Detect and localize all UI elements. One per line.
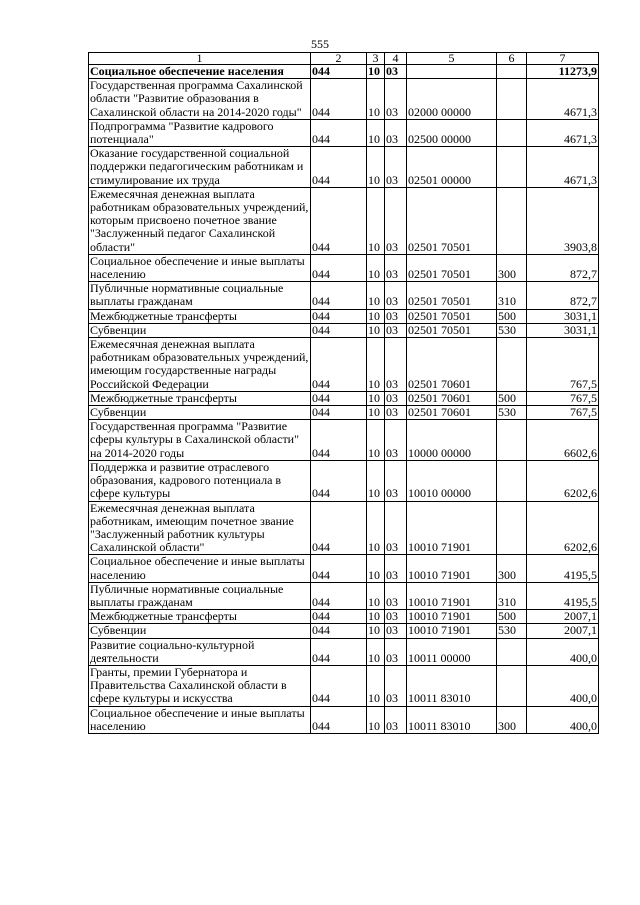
row-subsection-code: 03 <box>385 706 407 733</box>
row-amount: 6202,6 <box>527 501 599 555</box>
row-amount: 2007,1 <box>527 624 599 638</box>
row-ministry-code: 044 <box>311 420 367 461</box>
row-target-code: 10010 00000 <box>407 460 497 501</box>
row-amount: 4195,5 <box>527 582 599 609</box>
page-number: 555 <box>311 37 329 51</box>
row-amount: 6602,6 <box>527 420 599 461</box>
table-row <box>89 706 599 733</box>
row-subsection-code: 03 <box>385 420 407 461</box>
row-name: Субвенции <box>89 406 311 420</box>
row-ministry-code: 044 <box>311 254 367 281</box>
row-expense-type-code: 500 <box>497 610 527 624</box>
row-section-code: 10 <box>367 147 385 188</box>
row-amount: 11273,9 <box>527 65 599 79</box>
row-name: Ежемесячная денежная выплата работникам образовательных учреждений, которым присвоено почетное звание "Заслуженный педагог Сахалинской области" <box>89 187 311 254</box>
row-expense-type-code <box>497 187 527 254</box>
row-target-code: 10010 71901 <box>407 555 497 582</box>
row-expense-type-code: 300 <box>497 706 527 733</box>
row-subsection-code: 03 <box>385 187 407 254</box>
row-subsection-code: 03 <box>385 79 407 120</box>
table-row <box>89 323 599 337</box>
table-row <box>89 460 599 501</box>
row-subsection-code: 03 <box>385 338 407 392</box>
row-amount: 4671,3 <box>527 79 599 120</box>
column-header: 7 <box>527 53 599 65</box>
row-subsection-code: 03 <box>385 282 407 309</box>
row-subsection-code: 03 <box>385 665 407 706</box>
table-row <box>89 309 599 323</box>
row-section-code: 10 <box>367 582 385 609</box>
row-target-code: 02000 00000 <box>407 79 497 120</box>
row-ministry-code: 044 <box>311 460 367 501</box>
table-row <box>89 391 599 405</box>
table-row <box>89 406 599 420</box>
budget-table <box>88 52 599 734</box>
table-row <box>89 147 599 188</box>
row-section-code: 10 <box>367 706 385 733</box>
row-expense-type-code: 310 <box>497 582 527 609</box>
row-ministry-code: 044 <box>311 147 367 188</box>
table-row <box>89 119 599 146</box>
row-subsection-code: 03 <box>385 147 407 188</box>
column-header: 3 <box>367 53 385 65</box>
row-name: Межбюджетные трансферты <box>89 391 311 405</box>
row-subsection-code: 03 <box>385 624 407 638</box>
row-section-code: 10 <box>367 187 385 254</box>
row-subsection-code: 03 <box>385 323 407 337</box>
row-ministry-code: 044 <box>311 624 367 638</box>
row-subsection-code: 03 <box>385 555 407 582</box>
row-amount: 3903,8 <box>527 187 599 254</box>
row-target-code: 02501 70501 <box>407 254 497 281</box>
row-expense-type-code: 530 <box>497 406 527 420</box>
row-amount: 4195,5 <box>527 555 599 582</box>
row-subsection-code: 03 <box>385 65 407 79</box>
row-name: Поддержка и развитие отраслевого образования, кадрового потенциала в сфере культуры <box>89 460 311 501</box>
row-amount: 4671,3 <box>527 119 599 146</box>
row-subsection-code: 03 <box>385 119 407 146</box>
table-row <box>89 65 599 79</box>
row-target-code: 10011 83010 <box>407 665 497 706</box>
row-target-code: 02501 70601 <box>407 406 497 420</box>
row-section-code: 10 <box>367 254 385 281</box>
row-ministry-code: 044 <box>311 65 367 79</box>
row-target-code: 10011 83010 <box>407 706 497 733</box>
table-row <box>89 254 599 281</box>
row-name: Гранты, премии Губернатора и Правительства Сахалинской области в сфере культуры и искусства <box>89 665 311 706</box>
row-target-code: 02501 70601 <box>407 391 497 405</box>
row-target-code: 10011 00000 <box>407 638 497 665</box>
table-row <box>89 501 599 555</box>
row-target-code: 02501 70601 <box>407 338 497 392</box>
row-section-code: 10 <box>367 638 385 665</box>
row-ministry-code: 044 <box>311 582 367 609</box>
row-expense-type-code <box>497 65 527 79</box>
row-amount: 4671,3 <box>527 147 599 188</box>
row-section-code: 10 <box>367 420 385 461</box>
row-amount: 3031,1 <box>527 309 599 323</box>
row-amount: 872,7 <box>527 282 599 309</box>
row-target-code: 10010 71901 <box>407 610 497 624</box>
row-amount: 400,0 <box>527 665 599 706</box>
row-ministry-code: 044 <box>311 406 367 420</box>
row-section-code: 10 <box>367 624 385 638</box>
table-row <box>89 638 599 665</box>
row-ministry-code: 044 <box>311 119 367 146</box>
row-ministry-code: 044 <box>311 338 367 392</box>
row-name: Межбюджетные трансферты <box>89 309 311 323</box>
row-ministry-code: 044 <box>311 323 367 337</box>
row-ministry-code: 044 <box>311 706 367 733</box>
row-name: Подпрограмма "Развитие кадрового потенциала" <box>89 119 311 146</box>
row-expense-type-code: 500 <box>497 391 527 405</box>
column-header: 5 <box>407 53 497 65</box>
column-header: 6 <box>497 53 527 65</box>
column-header: 2 <box>311 53 367 65</box>
row-expense-type-code <box>497 501 527 555</box>
row-subsection-code: 03 <box>385 638 407 665</box>
row-amount: 2007,1 <box>527 610 599 624</box>
row-section-code: 10 <box>367 501 385 555</box>
row-name: Социальное обеспечение и иные выплаты населению <box>89 555 311 582</box>
row-name: Ежемесячная денежная выплата работникам, имеющим почетное звание "Заслуженный работник культуры Сахалинской области" <box>89 501 311 555</box>
row-section-code: 10 <box>367 610 385 624</box>
row-target-code <box>407 65 497 79</box>
table-row <box>89 282 599 309</box>
row-target-code: 02501 70501 <box>407 282 497 309</box>
row-subsection-code: 03 <box>385 582 407 609</box>
row-ministry-code: 044 <box>311 555 367 582</box>
table-row <box>89 79 599 120</box>
row-name: Социальное обеспечение и иные выплаты населению <box>89 706 311 733</box>
table-row <box>89 582 599 609</box>
row-section-code: 10 <box>367 119 385 146</box>
row-expense-type-code: 530 <box>497 624 527 638</box>
row-section-code: 10 <box>367 460 385 501</box>
table-row <box>89 555 599 582</box>
row-target-code: 10010 71901 <box>407 501 497 555</box>
row-target-code: 02501 70501 <box>407 309 497 323</box>
row-amount: 767,5 <box>527 406 599 420</box>
row-name: Публичные нормативные социальные выплаты гражданам <box>89 582 311 609</box>
table-row <box>89 420 599 461</box>
row-name: Социальное обеспечение и иные выплаты населению <box>89 254 311 281</box>
row-expense-type-code: 300 <box>497 254 527 281</box>
row-ministry-code: 044 <box>311 638 367 665</box>
row-target-code: 02501 70501 <box>407 323 497 337</box>
row-target-code: 10010 71901 <box>407 582 497 609</box>
row-subsection-code: 03 <box>385 254 407 281</box>
row-section-code: 10 <box>367 338 385 392</box>
row-expense-type-code: 310 <box>497 282 527 309</box>
row-expense-type-code <box>497 119 527 146</box>
row-expense-type-code: 300 <box>497 555 527 582</box>
row-subsection-code: 03 <box>385 406 407 420</box>
row-ministry-code: 044 <box>311 309 367 323</box>
row-name: Государственная программа Сахалинской области "Развитие образования в Сахалинской области на 2014-2020 годы" <box>89 79 311 120</box>
row-subsection-code: 03 <box>385 309 407 323</box>
row-amount: 400,0 <box>527 706 599 733</box>
row-target-code: 02501 70501 <box>407 187 497 254</box>
row-section-code: 10 <box>367 309 385 323</box>
table-row <box>89 187 599 254</box>
row-name: Межбюджетные трансферты <box>89 610 311 624</box>
row-ministry-code: 044 <box>311 610 367 624</box>
row-ministry-code: 044 <box>311 282 367 309</box>
row-target-code: 10010 71901 <box>407 624 497 638</box>
row-amount: 6202,6 <box>527 460 599 501</box>
row-expense-type-code <box>497 338 527 392</box>
row-name: Субвенции <box>89 624 311 638</box>
row-expense-type-code <box>497 147 527 188</box>
table-row <box>89 338 599 392</box>
row-name: Социальное обеспечение населения <box>89 65 311 79</box>
row-name: Оказание государственной социальной поддержки педагогическим работникам и стимулирование их труда <box>89 147 311 188</box>
row-amount: 767,5 <box>527 391 599 405</box>
row-amount: 400,0 <box>527 638 599 665</box>
row-target-code: 02500 00000 <box>407 119 497 146</box>
row-target-code: 02501 00000 <box>407 147 497 188</box>
row-ministry-code: 044 <box>311 391 367 405</box>
row-name: Субвенции <box>89 323 311 337</box>
row-name: Публичные нормативные социальные выплаты гражданам <box>89 282 311 309</box>
row-subsection-code: 03 <box>385 391 407 405</box>
table-row <box>89 624 599 638</box>
row-expense-type-code <box>497 638 527 665</box>
row-name: Государственная программа "Развитие сферы культуры в Сахалинской области" на 2014-2020 годы <box>89 420 311 461</box>
row-subsection-code: 03 <box>385 501 407 555</box>
row-section-code: 10 <box>367 555 385 582</box>
row-subsection-code: 03 <box>385 460 407 501</box>
row-amount: 767,5 <box>527 338 599 392</box>
row-subsection-code: 03 <box>385 610 407 624</box>
row-section-code: 10 <box>367 323 385 337</box>
row-ministry-code: 044 <box>311 665 367 706</box>
row-name: Развитие социально-культурной деятельности <box>89 638 311 665</box>
row-section-code: 10 <box>367 65 385 79</box>
row-section-code: 10 <box>367 391 385 405</box>
row-section-code: 10 <box>367 79 385 120</box>
row-section-code: 10 <box>367 282 385 309</box>
row-expense-type-code <box>497 460 527 501</box>
row-ministry-code: 044 <box>311 501 367 555</box>
column-header: 1 <box>89 53 311 65</box>
row-ministry-code: 044 <box>311 79 367 120</box>
row-expense-type-code: 530 <box>497 323 527 337</box>
row-ministry-code: 044 <box>311 187 367 254</box>
row-section-code: 10 <box>367 406 385 420</box>
column-header: 4 <box>385 53 407 65</box>
row-name: Ежемесячная денежная выплата работникам образовательных учреждений, имеющим государственные награды Российской Федерации <box>89 338 311 392</box>
row-expense-type-code: 500 <box>497 309 527 323</box>
row-expense-type-code <box>497 420 527 461</box>
row-amount: 3031,1 <box>527 323 599 337</box>
row-section-code: 10 <box>367 665 385 706</box>
row-expense-type-code <box>497 79 527 120</box>
row-expense-type-code <box>497 665 527 706</box>
table-row <box>89 665 599 706</box>
table-row <box>89 610 599 624</box>
row-target-code: 10000 00000 <box>407 420 497 461</box>
row-amount: 872,7 <box>527 254 599 281</box>
table-header-row <box>89 53 599 65</box>
